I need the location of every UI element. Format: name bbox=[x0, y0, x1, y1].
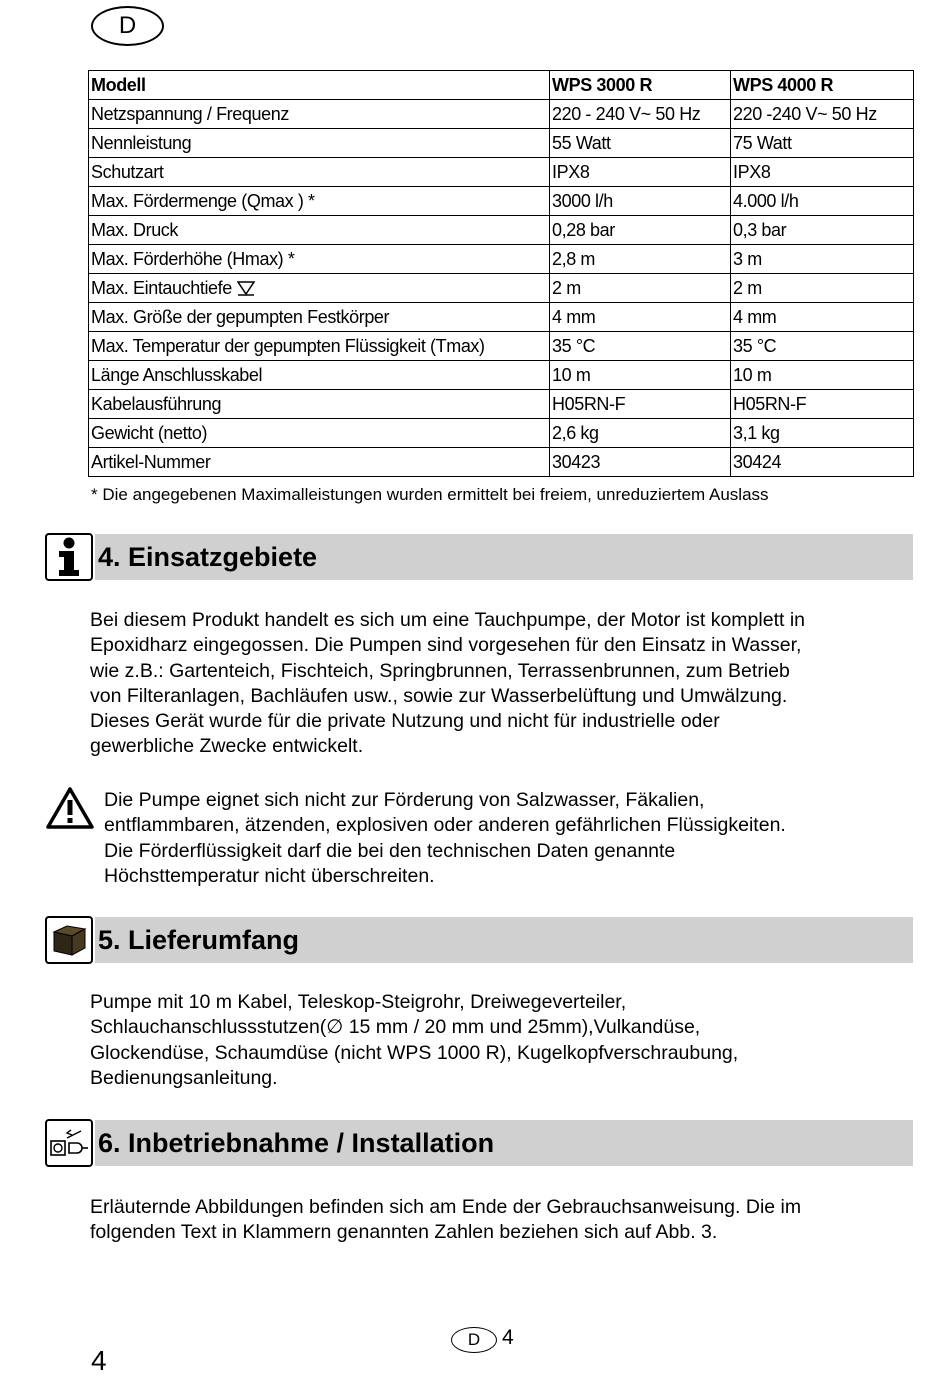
row-label: Schutzart bbox=[89, 158, 550, 187]
cell-value: 220 -240 V~ 50 Hz bbox=[731, 100, 914, 129]
row-label: Netzspannung / Frequenz bbox=[89, 100, 550, 129]
cell-value: 4 mm bbox=[731, 303, 914, 332]
text-line: Höchsttemperatur nicht überschreiten. bbox=[104, 864, 435, 887]
cell-value: 30423 bbox=[550, 448, 731, 477]
language-label: D bbox=[118, 12, 137, 39]
cell-value: IPX8 bbox=[550, 158, 731, 187]
box-icon bbox=[45, 916, 93, 964]
info-icon bbox=[45, 533, 93, 581]
section-title: 6. Inbetriebnahme / Installation bbox=[98, 1127, 495, 1158]
section-header-lieferumfang bbox=[95, 917, 913, 963]
cell-value: 10 m bbox=[731, 361, 914, 390]
cell-value: 2 m bbox=[550, 274, 731, 303]
table-header-row bbox=[89, 71, 914, 100]
cell-value: 55 Watt bbox=[550, 129, 731, 158]
footer-language-badge bbox=[451, 1327, 497, 1353]
table-row bbox=[89, 274, 914, 303]
footer-language-label: D bbox=[467, 1330, 481, 1349]
text-line: Glockendüse, Schaumdüse (nicht WPS 1000 R), Kugelkopfverschraubung, bbox=[90, 1041, 739, 1064]
table-row bbox=[89, 158, 914, 187]
table-row bbox=[89, 100, 914, 129]
cell-value: 2 m bbox=[731, 274, 914, 303]
row-label: Max. Größe der gepumpten Festkörper bbox=[89, 303, 550, 332]
table-row bbox=[89, 419, 914, 448]
cell-value: 35 °C bbox=[550, 332, 731, 361]
cell-value: 4.000 l/h bbox=[731, 187, 914, 216]
row-label: Artikel-Nummer bbox=[89, 448, 550, 477]
row-label: Max. Temperatur der gepumpten Flüssigkeit (Tmax) bbox=[89, 332, 550, 361]
row-label: Länge Anschlusskabel bbox=[89, 361, 550, 390]
cell-value: 220 - 240 V~ 50 Hz bbox=[550, 100, 731, 129]
footer-page-reference: 4 bbox=[502, 1326, 514, 1349]
cell-value: 30424 bbox=[731, 448, 914, 477]
section-body-einsatzgebiete bbox=[90, 608, 910, 760]
table-row bbox=[89, 303, 914, 332]
section-body-lieferumfang bbox=[90, 990, 910, 1091]
text-line: Bedienungsanleitung. bbox=[90, 1066, 278, 1089]
row-label: Gewicht (netto) bbox=[89, 419, 550, 448]
technical-data-table bbox=[88, 70, 914, 477]
text-line: wie z.B.: Gartenteich, Fischteich, Springbrunnen, Terrassenbrunnen, zum Betrieb bbox=[90, 659, 790, 682]
cell-value: 0,3 bar bbox=[731, 216, 914, 245]
table-row bbox=[89, 332, 914, 361]
section-header-einsatzgebiete bbox=[95, 534, 913, 580]
row-label bbox=[89, 274, 550, 303]
water-level-icon bbox=[237, 280, 255, 296]
text-line: von Filteranlagen, Bachläufen usw., sowie zur Wasserbelüftung und Umwälzung. bbox=[90, 684, 788, 707]
text-line: Epoxidharz eingegossen. Die Pumpen sind vorgesehen für den Einsatz in Wasser, bbox=[90, 634, 802, 657]
text-line: Erläuternde Abbildungen befinden sich am Ende der Gebrauchsanweisung. Die im bbox=[90, 1196, 802, 1218]
row-label: Max. Fördermenge (Qmax ) * bbox=[89, 187, 550, 216]
language-badge bbox=[91, 6, 164, 46]
text-line: folgenden Text in Klammern genannten Zahlen beziehen sich auf Abb. 3. bbox=[90, 1221, 718, 1244]
section-header-inbetriebnahme bbox=[95, 1120, 913, 1166]
row-label: Nennleistung bbox=[89, 129, 550, 158]
cell-value: 35 °C bbox=[731, 332, 914, 361]
text-line: Schlauchanschlussstutzen(∅ 15 mm / 20 mm und 25mm),Vulkandüse, bbox=[90, 1016, 701, 1039]
table-row bbox=[89, 129, 914, 158]
text-line: Die Pumpe eignet sich nicht zur Förderung von Salzwasser, Fäkalien, bbox=[104, 789, 705, 811]
row-label: Kabelausführung bbox=[89, 390, 550, 419]
cell-value: H05RN-F bbox=[731, 390, 914, 419]
cell-value: H05RN-F bbox=[550, 390, 731, 419]
table-row bbox=[89, 361, 914, 390]
text-line: gewerbliche Zwecke entwickelt. bbox=[90, 735, 364, 758]
column-header-model: Modell bbox=[89, 71, 550, 100]
plug-socket-icon bbox=[45, 1119, 93, 1167]
cell-value: 3,1 kg bbox=[731, 419, 914, 448]
cell-value: 0,28 bar bbox=[550, 216, 731, 245]
cell-value: 2,8 m bbox=[550, 245, 731, 274]
table-row bbox=[89, 187, 914, 216]
cell-value: 4 mm bbox=[550, 303, 731, 332]
cell-value: 10 m bbox=[550, 361, 731, 390]
cell-value: 3 m bbox=[731, 245, 914, 274]
cell-value: 3000 l/h bbox=[550, 187, 731, 216]
text-line: Die Förderflüssigkeit darf die bei den technischen Daten genannte bbox=[104, 839, 676, 862]
section-title: 4. Einsatzgebiete bbox=[98, 541, 318, 572]
section-title: 5. Lieferumfang bbox=[98, 924, 300, 955]
column-header-wps4000: WPS 4000 R bbox=[731, 71, 914, 100]
text-line: Bei diesem Produkt handelt es sich um eine Tauchpumpe, der Motor ist komplett in bbox=[90, 609, 806, 631]
table-row bbox=[89, 390, 914, 419]
table-footnote: * Die angegebenen Maximalleistungen wurden ermittelt bei freiem, unreduziertem Auslass bbox=[91, 485, 769, 504]
text-line: Dieses Gerät wurde für die private Nutzung und nicht für industrielle oder bbox=[90, 710, 720, 733]
row-label: Max. Förderhöhe (Hmax) * bbox=[89, 245, 550, 274]
text-line: entflammbaren, ätzenden, explosiven oder anderen gefährlichen Flüssigkeiten. bbox=[104, 814, 786, 837]
row-label-text: Max. Eintauchtiefe bbox=[91, 277, 232, 298]
cell-value: 2,6 kg bbox=[550, 419, 731, 448]
text-line: Pumpe mit 10 m Kabel, Teleskop-Steigrohr, Dreiwegeverteiler, bbox=[90, 991, 627, 1013]
cell-value: IPX8 bbox=[731, 158, 914, 187]
warning-triangle-icon bbox=[45, 786, 95, 830]
table-row bbox=[89, 216, 914, 245]
cell-value: 75 Watt bbox=[731, 129, 914, 158]
row-label: Max. Druck bbox=[89, 216, 550, 245]
table-row bbox=[89, 448, 914, 477]
table-row bbox=[89, 245, 914, 274]
page-number: 4 bbox=[91, 1345, 107, 1376]
column-header-wps3000: WPS 3000 R bbox=[550, 71, 731, 100]
warning-text bbox=[104, 788, 909, 889]
section-body-inbetriebnahme bbox=[90, 1195, 910, 1246]
